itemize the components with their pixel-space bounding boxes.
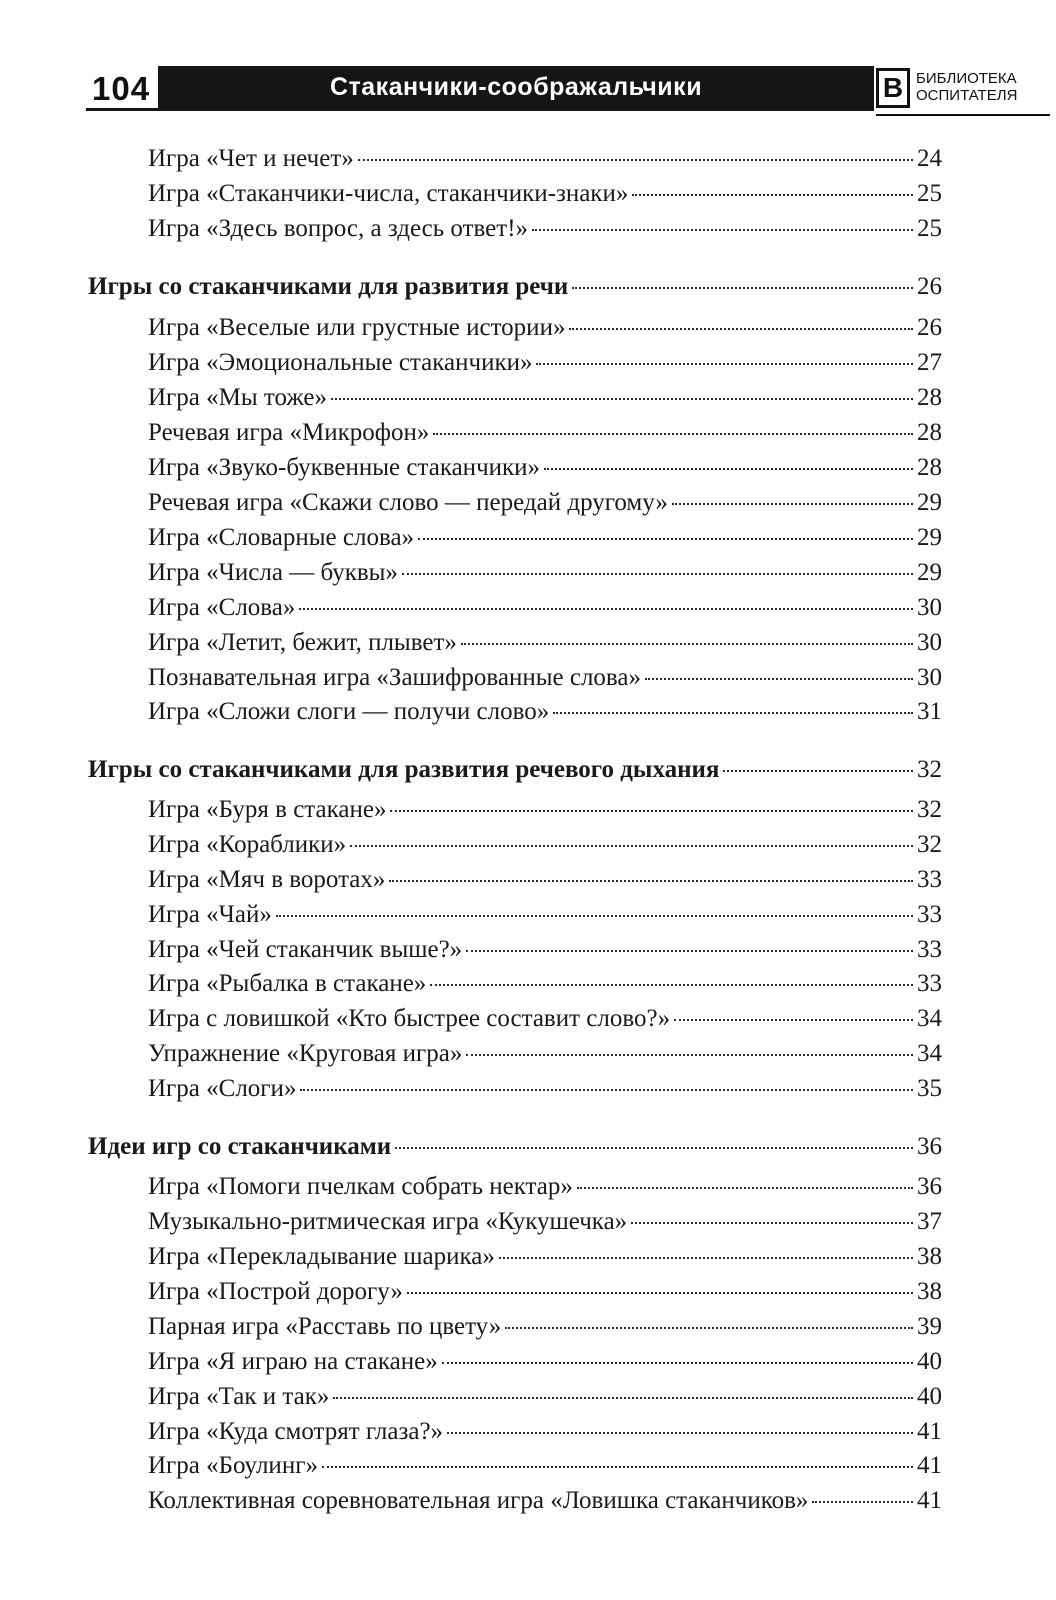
toc-entry-title: Игра «Мы тоже» [148,384,327,411]
toc-page-number: 39 [917,1313,942,1340]
toc-entry-title: Игра «Эмоциональные стаканчики» [148,349,533,376]
dot-leader [723,770,913,772]
toc-entry-title: Идеи игр со стаканчиками [88,1133,392,1160]
toc-page-number: 36 [917,1133,942,1160]
dot-leader [390,810,913,812]
toc-entry [148,1074,942,1104]
dot-leader [331,398,913,400]
toc-page-number: 33 [917,936,942,963]
dot-leader [572,287,913,289]
toc-page-number: 31 [917,698,942,725]
dot-leader [577,1187,913,1189]
toc-entry-title: Игра «Летит, бежит, плывет» [148,629,457,656]
toc-entry [148,663,942,693]
toc-entry-title: Речевая игра «Микрофон» [148,419,430,446]
toc-entry-title: Игры со стаканчиками для развития речевого дыхания [88,756,720,783]
toc-page-number: 34 [917,1005,942,1032]
dot-leader [532,229,913,231]
toc-page-number: 29 [917,559,942,586]
toc-section [88,1132,942,1162]
toc-entry-title: Игра «Куда смотрят глаза?» [148,1418,444,1445]
toc-page-number: 29 [917,489,942,516]
dot-leader [402,573,913,575]
toc-entry-title: Игра «Кораблики» [148,831,347,858]
toc-entry-title: Игра с ловишкой «Кто быстрее составит слово?» [148,1005,671,1032]
toc-entry [148,969,942,999]
toc-page-number: 34 [917,1040,942,1067]
toc-entry [148,523,942,553]
toc-entry-title: Игра «Слова» [148,594,296,621]
toc-entry-title: Игра «Числа — буквы» [148,559,398,586]
toc-entry [148,935,942,965]
toc-page-number: 28 [917,384,942,411]
toc-entry-title: Коллективная соревновательная игра «Ловишка стаканчиков» [148,1487,809,1514]
logo-line-2: ОСПИТАТЕЛЯ [916,87,1018,104]
dot-leader [299,608,913,610]
toc-entry [148,558,942,588]
toc-entry [148,900,942,930]
toc-entry [148,214,942,244]
toc-entry [148,383,942,413]
toc-page-number: 26 [917,314,942,341]
toc-entry-title: Игра «Чет и нечет» [148,145,354,172]
toc-page-number: 24 [917,145,942,172]
toc-page-number: 37 [917,1208,942,1235]
toc-entry-title: Игра «Мяч в воротах» [148,866,386,893]
toc-entry-title: Игра «Стаканчики-числа, стаканчики-знаки» [148,180,629,207]
dot-leader [645,678,913,680]
toc-page-number: 35 [917,1075,942,1102]
toc-entry-title: Игра «Помоги пчелкам собрать нектар» [148,1173,573,1200]
dot-leader [466,1054,913,1056]
toc-entry-title: Познавательная игра «Зашифрованные слова» [148,664,641,691]
dot-leader [632,194,913,196]
toc-page-number: 28 [917,419,942,446]
toc-page-number: 30 [917,629,942,656]
dot-leader [395,1147,913,1149]
toc-entry-title: Игра «Сложи слоги — получи слово» [148,698,550,725]
dot-leader [461,643,913,645]
dot-leader [430,984,913,986]
toc-entry [148,348,942,378]
toc-page-number: 36 [917,1173,942,1200]
dot-leader [300,1089,913,1091]
dot-leader [505,1327,913,1329]
toc-page-number: 33 [917,866,942,893]
toc-entry [148,1486,942,1516]
toc-entry [148,1451,942,1481]
toc-entry [148,628,942,658]
dot-leader [333,1397,913,1399]
dot-leader [350,845,913,847]
toc-entry-title: Игра «Так и так» [148,1383,330,1410]
toc-section [88,272,942,302]
dot-leader [442,1362,913,1364]
toc-page-number: 40 [917,1383,942,1410]
toc-entry [148,1347,942,1377]
dot-leader [407,1292,913,1294]
toc-entry-title: Игра «Построй дорогу» [148,1278,403,1305]
toc-entry-title: Игра «Словарные слова» [148,524,415,551]
toc-page-number: 40 [917,1348,942,1375]
dot-leader [433,433,913,435]
dot-leader [322,1466,913,1468]
page-header [86,66,1018,124]
toc-entry-title: Игра «Звуко-буквенные стаканчики» [148,454,541,481]
toc-entry [148,1242,942,1272]
dot-leader [536,363,913,365]
dot-leader [447,1432,913,1434]
toc-page-number: 41 [917,1418,942,1445]
toc-entry [148,1004,942,1034]
toc-entry-title: Игра «Здесь вопрос, а здесь ответ!» [148,215,529,242]
dot-leader [553,712,913,714]
toc-page-number: 32 [917,831,942,858]
running-title-bar [158,66,874,108]
logo-rule [876,114,1050,116]
toc-entry-title: Музыкально-ритмическая игра «Кукушечка» [148,1208,628,1235]
toc-entry-title: Игра «Слоги» [148,1075,297,1102]
toc-page-number: 33 [917,970,942,997]
dot-leader [418,538,913,540]
toc-page-number: 30 [917,664,942,691]
toc-entry [148,453,942,483]
dot-leader [358,159,913,161]
toc-entry [148,1172,942,1202]
toc-entry [148,144,942,174]
header-rule [86,108,874,111]
logo-line-1: БИБЛИОТЕКА [916,70,1017,87]
toc-entry-title: Игры со стаканчиками для развития речи [88,273,569,300]
toc-page-number: 32 [917,796,942,823]
toc-page-number: 28 [917,454,942,481]
toc-entry-title: Упражнение «Круговая игра» [148,1040,463,1067]
dot-leader [466,950,913,952]
running-title: Стаканчики-соображальчики [329,72,703,101]
toc-page-number: 25 [917,180,942,207]
toc-entry-title: Игра «Боулинг» [148,1452,318,1479]
toc-entry [148,830,942,860]
toc-section [88,755,942,785]
toc-entry-title: Парная игра «Расставь по цвету» [148,1313,502,1340]
toc-entry-title: Игра «Веселые или грустные истории» [148,314,566,341]
toc-entry-title: Игра «Буря в стакане» [148,796,387,823]
toc-entry [148,179,942,209]
toc-entry [148,488,942,518]
toc-page-number: 38 [917,1278,942,1305]
toc-entry [148,865,942,895]
toc-page-number: 29 [917,524,942,551]
toc-page-number: 41 [917,1487,942,1514]
dot-leader [544,468,913,470]
logo-letter: В [876,68,910,108]
toc-entry-title: Игра «Чей стаканчик выше?» [148,936,463,963]
toc-entry-title: Игра «Перекладывание шарика» [148,1243,495,1270]
toc-entry [148,418,942,448]
toc-entry [148,1277,942,1307]
toc-page-number: 30 [917,594,942,621]
toc-page-number: 27 [917,349,942,376]
toc-entry [148,313,942,343]
toc-page-number: 25 [917,215,942,242]
dot-leader [389,880,913,882]
toc-entry-title: Игра «Рыбалка в стакане» [148,970,427,997]
toc-entry [148,1039,942,1069]
toc-entry [148,795,942,825]
toc-page-number: 26 [917,273,942,300]
toc-entry [148,593,942,623]
toc-entry [148,1207,942,1237]
dot-leader [674,1019,913,1021]
toc-page-number: 32 [917,756,942,783]
dot-leader [672,503,913,505]
toc-entry-title: Игра «Чай» [148,901,272,928]
dot-leader [276,915,913,917]
toc-page-number: 38 [917,1243,942,1270]
series-logo [876,68,1056,118]
page-number: 104 [92,70,151,107]
toc-entry-title: Игра «Я играю на стакане» [148,1348,438,1375]
toc-entry [148,697,942,727]
toc-entry [148,1382,942,1412]
toc-page-number: 41 [917,1452,942,1479]
logo-text [916,70,1017,104]
dot-leader [499,1257,913,1259]
toc-entry [148,1312,942,1342]
toc-entry [148,1417,942,1447]
dot-leader [812,1501,913,1503]
dot-leader [631,1222,913,1224]
toc-page-number: 33 [917,901,942,928]
dot-leader [569,328,913,330]
toc-entry-title: Речевая игра «Скажи слово — передай другому» [148,489,668,516]
